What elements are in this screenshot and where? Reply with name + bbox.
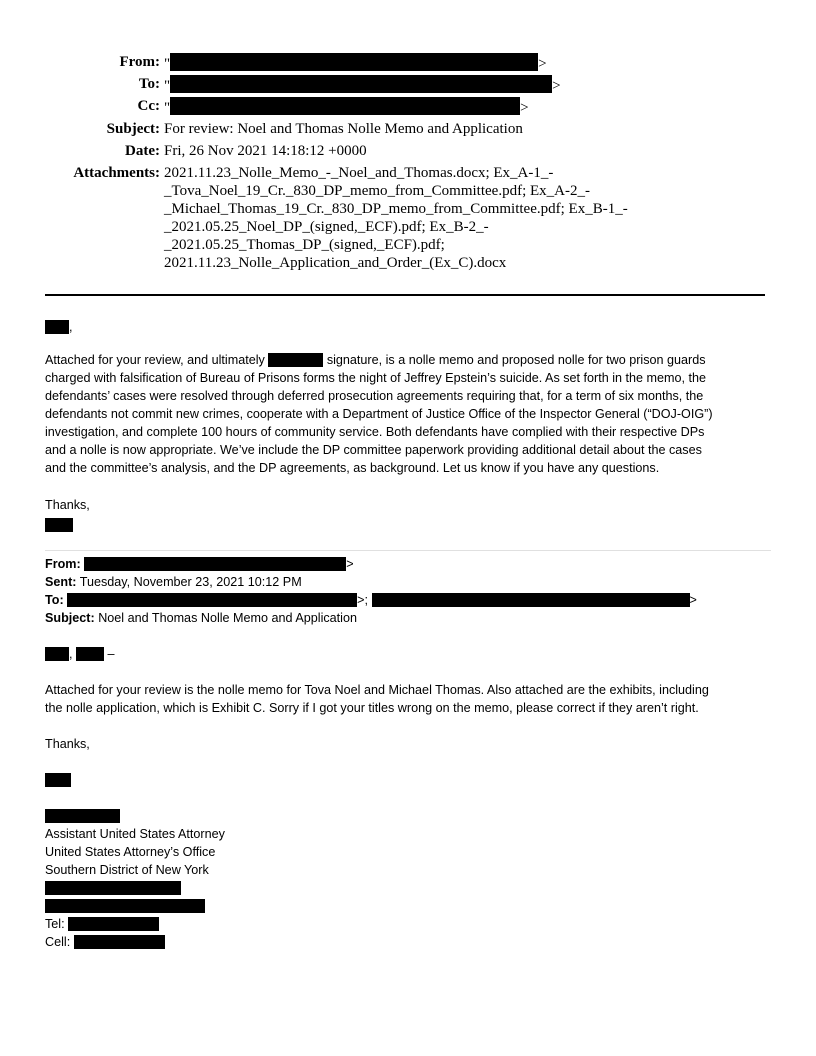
quoted-to-row: To: >; > bbox=[45, 593, 697, 607]
subject-label: Subject: bbox=[106, 121, 160, 137]
greeting: , bbox=[45, 318, 765, 336]
attachment-line: 2021.11.23_Nolle_Memo_-_Noel_and_Thomas.docx; Ex_A-1_- bbox=[164, 165, 554, 181]
quoted-from-row: From: > bbox=[45, 557, 354, 571]
from-label: From: bbox=[119, 54, 160, 70]
redaction-block bbox=[67, 593, 357, 607]
signature-title: Assistant United States Attorney bbox=[45, 827, 225, 841]
redaction-block bbox=[268, 353, 323, 367]
redaction-block bbox=[76, 647, 104, 661]
attachment-line: _Tova_Noel_19_Cr._830_DP_memo_from_Committee.pdf; Ex_A-2_- bbox=[164, 183, 590, 199]
redaction-block bbox=[45, 773, 71, 787]
redaction-block bbox=[74, 935, 165, 949]
redaction-block bbox=[170, 97, 520, 115]
subject-value: For review: Noel and Thomas Nolle Memo and Application bbox=[164, 121, 523, 137]
quoted-subject-row: Subject: Noel and Thomas Nolle Memo and Application bbox=[45, 611, 357, 625]
signature-district: Southern District of New York bbox=[45, 863, 209, 877]
attachment-line: 2021.11.23_Nolle_Application_and_Order_(Ex_C).docx bbox=[164, 255, 507, 271]
signature-address-line bbox=[45, 879, 765, 897]
header-divider bbox=[45, 294, 765, 296]
signature-office: United States Attorney’s Office bbox=[45, 845, 216, 859]
from-value: " > bbox=[164, 53, 547, 73]
signoff: Thanks, bbox=[45, 498, 90, 512]
attachments-label: Attachments: bbox=[73, 165, 160, 181]
redaction-block bbox=[45, 647, 69, 661]
redaction-block bbox=[45, 518, 73, 532]
date-label: Date: bbox=[125, 143, 160, 159]
redaction-block bbox=[68, 917, 159, 931]
quoted-greeting: , – bbox=[45, 645, 765, 663]
signature-tel: Tel: bbox=[45, 915, 765, 933]
message-paragraph: Attached for your review, and ultimately signature, is a nolle memo and proposed nolle for two prison guards charged with falsification of Bureau of Prisons forms the night of Jeffrey Epstein’s suicide. As set forth in the memo, the defendants’ cases were resolved through deferred prosecution agreements requiring that, for a term of six months, the defendants not commit new crimes, cooperate with a Department of Justice Office of the Inspector General (“DOJ-OIG”) investigation, and complete 100 hours of community service. Both defendants have complied with their respective DPs and a nolle is now appropriate. We’ve include the DP committee paperwork providing additional detail about the cases and the committee’s analysis, and the DP agreements, as background. Let us know if you have any questions. bbox=[45, 353, 713, 475]
sender-name bbox=[45, 516, 765, 534]
to-label: To: bbox=[138, 76, 160, 92]
date-value: Fri, 26 Nov 2021 14:18:12 +0000 bbox=[164, 143, 367, 159]
redaction-block bbox=[170, 75, 552, 93]
attachment-line: _2021.05.25_Thomas_DP_(signed,_ECF).pdf; bbox=[164, 237, 445, 253]
redaction-block bbox=[45, 320, 69, 334]
quoted-sent-row: Sent: Tuesday, November 23, 2021 10:12 PM bbox=[45, 575, 302, 589]
redaction-block bbox=[45, 809, 120, 823]
quoted-sender-name bbox=[45, 771, 765, 789]
cc-value: " > bbox=[164, 97, 529, 117]
quoted-paragraph: Attached for your review is the nolle memo for Tova Noel and Michael Thomas. Also attached are the exhibits, including the nolle application, which is Exhibit C. Sorry if I got your titles wrong on the memo, please correct if they aren’t right. bbox=[45, 683, 709, 715]
to-value: " > bbox=[164, 75, 561, 95]
cc-label: Cc: bbox=[137, 98, 160, 114]
redaction-block bbox=[170, 53, 538, 71]
redaction-block bbox=[84, 557, 346, 571]
redaction-block bbox=[45, 899, 205, 913]
redaction-block bbox=[45, 881, 181, 895]
signature-cell: Cell: bbox=[45, 933, 765, 951]
attachment-line: _2021.05.25_Noel_DP_(signed,_ECF).pdf; Ex_B-2_- bbox=[164, 219, 489, 235]
redaction-block bbox=[372, 593, 690, 607]
message-separator bbox=[45, 550, 771, 551]
attachments-list bbox=[164, 164, 704, 272]
signature-address-line bbox=[45, 897, 765, 915]
attachment-line: _Michael_Thomas_19_Cr._830_DP_memo_from_Committee.pdf; Ex_B-1_- bbox=[164, 201, 628, 217]
signature-name bbox=[45, 807, 765, 825]
quoted-signoff: Thanks, bbox=[45, 737, 90, 751]
